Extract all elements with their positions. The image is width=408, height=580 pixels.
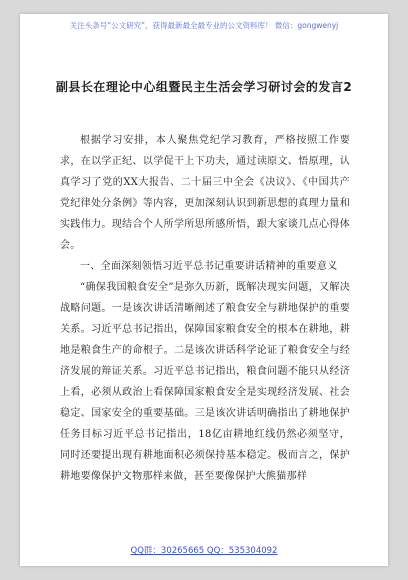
paragraph-food-security: “确保我国粮食安全”是弥久历新，既解决现实问题，又解决战略问题。一是该次讲话清晰阐述了粮食安全与耕地保护的重要关系。习近平总书记指出，保障国家粮食安全的根本在耕地，耕地是粮食生产的命根子。二是该次讲话科学论证了粮食安全与经济发展的辩证关系。习近平总书记指出，粮食问题不能只从经济上看，必须从政治上看保障国家粮食安全是实现经济发展、社会稳定、国家安全的重要基础。三是该次讲话明确指出了耕地保护任务目标习近平总书记指出，18亿亩耕地红线仍然必须坚守，同时还要提出现有耕地面积必须保持基本稳定。极而言之，保护耕地要像保护文物那样来做，甚至要像保护大熊猫那样 bbox=[60, 282, 350, 482]
header-banner[interactable]: 关注头条号“公文研究”，获得最新最全最专业的公文资料库！ 微信：gongwenyj bbox=[69, 21, 339, 30]
section-heading-1: 一、全面深刻领悟习近平总书记重要讲话精神的重要意义 bbox=[80, 261, 338, 272]
document-title: 副县长在理论中心组暨民主生活会学习研讨会的发言2 bbox=[55, 80, 353, 94]
document-body bbox=[60, 130, 350, 487]
paragraph-intro: 根据学习安排，本人聚焦党纪学习教育，严格按照工作要求，在以学正纪、以学促干上下功夫，通过读原文、悟原理，认真学习了党的XX大报告、二十届三中全会《决议》、《中国共产党纪律处分条例》等内容，更加深刻认识到新思想的真理力量和实践伟力。现结合个人所学所思所感所悟，跟大家谈几点心得体会。 bbox=[60, 135, 350, 251]
document-page bbox=[20, 14, 388, 566]
footer-contact[interactable]: QQ群：30265665 QQ：535304092 bbox=[130, 546, 278, 556]
